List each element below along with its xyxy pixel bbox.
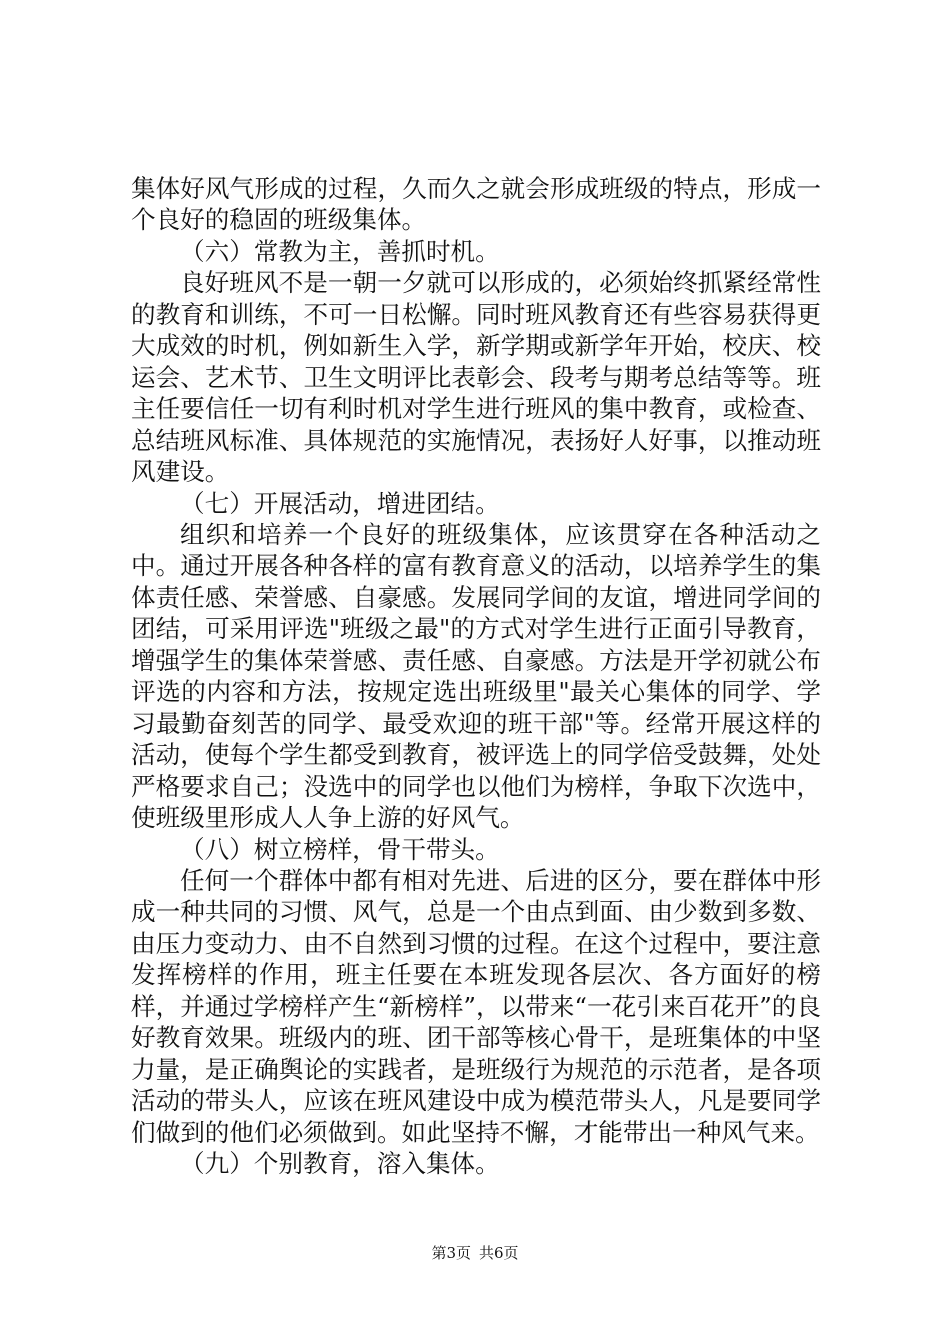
page-footer [0,1243,950,1263]
paragraph-section-7: 组织和培养一个良好的班级集体，应该贯穿在各种活动之中。通过开展各种各样的富有教育意义的活动，以培养学生的集体责任感、荣誉感、自豪感。发展同学间的友谊，增进同学间的团结，可采用评选"班级之最"的方式对学生进行正面引导教育，增强学生的集体荣誉感、责任感、自豪感。方法是开学初就公布评选的内容和方法，按规定选出班级里"最关心集体的同学、学习最勤奋刻苦的同学、最受欢迎的班干部"等。经常开展这样的活动，使每个学生都受到教育，被评选上的同学倍受鼓舞，处处严格要求自己；没选中的同学也以他们为榜样，争取下次选中，使班级里形成人人争上游的好风气。 [131,519,821,833]
paragraph-section-6: 良好班风不是一朝一夕就可以形成的，必须始终抓紧经常性的教育和训练，不可一日松懈。同时班风教育还有些容易获得更大成效的时机，例如新生入学，新学期或新学年开始，校庆、校运会、艺术节、卫生文明评比表彰会、段考与期考总结等等。班主任要信任一切有利时机对学生进行班风的集中教育，或检查、总结班风标准、具体规范的实施情况，表扬好人好事，以推动班风建设。 [131,268,821,487]
section-heading-9: （九）个别教育，溶入集体。 [180,1149,500,1179]
document-body [131,173,821,1180]
paragraph-section-8: 任何一个群体中都有相对先进、后进的区分，要在群体中形成一种共同的习惯、风气，总是一个由点到面、由少数到多数、由压力变动力、由不自然到习惯的过程。在这个过程中，要注意发挥榜样的作用，班主任要在本班发现各层次、各方面好的榜样，并通过学榜样产生“新榜样”，以带来“一花引来百花开”的良好教育效果。班级内的班、团干部等核心骨干，是班集体的中坚力量，是正确舆论的实践者，是班级行为规范的示范者，是各项活动的带头人，应该在班风建设中成为模范带头人，凡是要同学们做到的他们必须做到。如此坚持不懈，才能带出一种风气来。 [131,865,821,1147]
section-heading-8: （八）树立榜样，骨干带头。 [180,834,500,864]
page-number: 第3页 [431,1244,471,1262]
section-heading-7: （七）开展活动，增进团结。 [180,488,500,518]
page-total: 共6页 [479,1244,519,1262]
paragraph-continuation: 集体好风气形成的过程，久而久之就会形成班级的特点，形成一个良好的稳固的班级集体。 [131,174,821,235]
section-heading-6: （六）常教为主，善抓时机。 [180,236,500,266]
